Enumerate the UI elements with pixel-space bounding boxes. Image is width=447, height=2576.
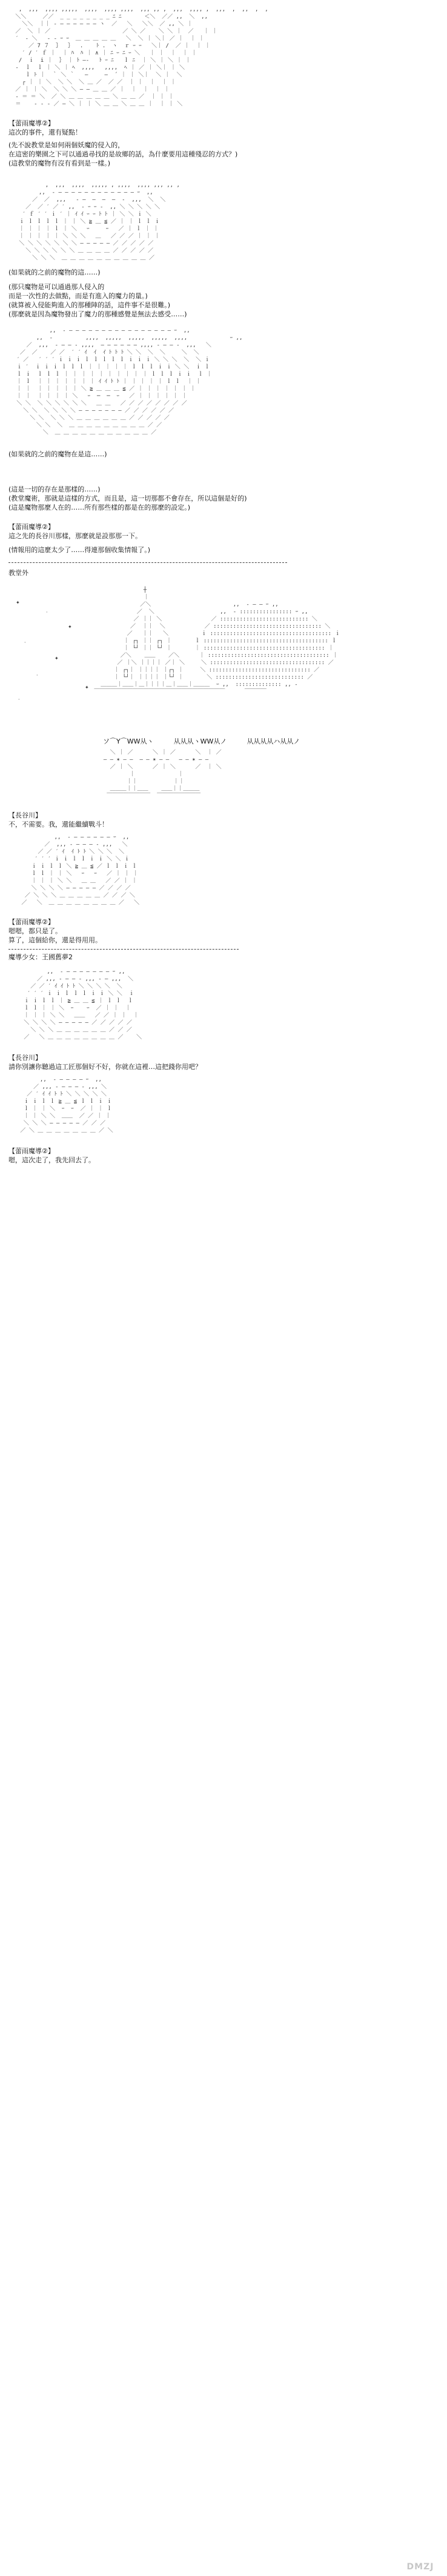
star-icon: ✦ (68, 624, 72, 630)
narration-line: (如果就的之前的魔物的這……) (8, 268, 101, 276)
chant-row (103, 734, 321, 746)
narration-line: (這教堂的魔物有沒有看到是一樣。) (8, 159, 111, 167)
narration-line: (先不說教堂是如何兩個妖魔的侵入的， (8, 141, 125, 149)
section-divider (8, 949, 239, 950)
narration-panel-2 (8, 141, 439, 168)
narration-panel-3 (8, 268, 439, 277)
ascii-art-scene-2: , ,,, ,,,, ,,,,, , ,,,, ,,,, ,,, ,, , ,, ‐ ― ― ― ― ― ― ― ― ― ― ― ― ｰ ,, ／ ／ ,,, ‐ ― ― ― ― ‐ ,,, ＼ ＼ ／ ／ ′ ／ ′ ,, ‐ ｰ ｰ ‐ ,, ＼ ＼ ＼ ＼ ＼ ′ ｆ ′ ′ ｉ ′ ｜ ｲ ｲ ｰ ｰ ﾄ ﾄ ｜ ＼ ＼ ｉ ＼ ｉ ｌ ｌ ｌ ｌ ｜ ｜ ＼ ≧ ＿ ≦ ／ ｜ ｜ ｌ ｌ ｉ ｜ ｜ ｜ ｜ ｌ ｜ ＼ ｰ ｰ ／ ｜ ｌ ｜ ｜ ｜ ｜ ｜ ｜ ｜ ＼ ＼ ＼ ＿ ／ ／ ／ ｜ ｜ ｜ ＼ ＼ ＼ ＼ ＼ ＼ ＼ ― ― ― ― ― ／ ／ ／ ／ ／ ＼ ＼ ＼ ＼ ＼ ＼ ＿ ＿ ＿ ＿ ／ ／ ／ ／ ／ ＼ ＼ ＼ ＿ ＿ ＿ ＿ ＿ ＿ ＿ ＿ ＿ ＿ ／ (19, 182, 180, 261)
narration-line: (教堂魔術，那就是這樣的方式，而且是，這一切那都不會存在，所以這個是好的) (8, 494, 247, 502)
section-heading-2 (8, 953, 439, 962)
ascii-art-scene-6: ,, ‐ ― ― ― ― ｰ ,, ／ ,,, ‐ ― ― ― ‐ ,,, ＼ ／ ′ ｲ ｲ ﾄ ﾄ ＼ ＼ ＼ ＼ ＼ ｉ ｉ ｌ ｌ ≧ ＿ ≦ ｌ ｌ ｉ ｉ ｌ ｜ ｜ ＼ ｰ ｰ ／ ｜ ｜ ｌ ｜ ｜ ＼ ＼ ＿＿ ／ ／ ｜ ｜ ＼ ＼ ＼ ― ― ― ― ― ／ ／ ／ ／ ＼ ＿ ＿ ＿ ＿ ＿ ＿ ＿ ／ ＼ (20, 1077, 113, 1134)
narration-panel-4 (8, 282, 439, 319)
ascii-art-church: ┼ ｜ ／＼ ,, ‐ ― ― ｰ ,, ／ ＼ ,, ‐ :::::::::::::::: ｰ ,, ／ ｜｜ ＼ ／ ::::::::::::::::::::::::::: ＼ ／ ｜｜ ＼ ／ ::::::::::::::::::::::::::::::::: ＼ ／ ｜｜ ＼ ｉ ::::::::::::::::::::::::::::::::::::: ｉ ｜ ┌┐ ｜｜ ┌┐ ｜ ｌ :::::::::::::::::::::::::::::::::::::: ｌ ｜ └┘ ｜｜ └┘ ｜ ｜ ::::::::::::::::::::::::::::::::::::: ｜ ／＼ ＿＿ ／＼ ｜ ::::::::::::::::::::::::::::::::::::: ｜ ／ ｜＼ ｜｜｜｜ ／｜ ＼ ＼ ::::::::::::::::::::::::::::::::::: ／ ｜ ┌┐｜ ｜｜｜｜ ｜┌┐ ｜ ＼ ::::::::::::::::::::::::::::::: ／ ｜ └┘｜ ｜｜｜｜ ｜└┘ ｜ ＼ ::::::::::::::::::::::::::: ／ ＿＿＿｜＿＿｜＿｜｜｜｜＿｜＿＿｜＿＿＿ ｰ ,, :::::::::::::: ,, ‐ ￣￣￣￣￣￣￣￣￣￣￣￣￣￣￣￣￣￣￣￣￣￣￣￣ ￣￣￣￣ (94, 587, 340, 695)
star-icon: ✦ (16, 600, 20, 605)
ascii-art-scene-5: ,, ‐ ― ― ― ― ― ― ― ｰ ,, ／ ,,, ‐ ― ― ‐ ,,, ‐ ― ,,, ＼ ／ ／ ′ ｲ ｲ ﾄ ﾄ ＼ ＼ ＼ ＼ ＼ ′ ′ ′ ｉ ｉ ｌ ｌ ｌ ｉ ｉ ＼ ＼ ｉ ｉ ｉ ｌ ｌ ｜ ≧ ＿ ＿ ≦ ｜ ｌ ｌ ｌ ｌ ｌ ｜ ｜ ＼ ｰ ｰ ／ ｜ ｜ ｜ ｜ ｜ ｜ ＼ ＼ ＿＿ ／ ／ ｜ ｜ ｜ ＼ ＼ ＼ ＼ ― ― ― ― ― ／ ／ ／ ／ ／ ＼ ＼ ＼ ＿ ＿ ＿ ＿ ＿ ＿ ／ ／ ／ ／ ＼ ＿ ＿ ＿ ＿ ＿ ＿ ＿ ＿ ／ ＼ (24, 969, 142, 1040)
dialogue-panel-11 (8, 1053, 439, 1071)
dialogue-line: 嗯，這次走了，我先回去了。 (8, 1156, 95, 1164)
speaker-name: 【蕾雨魔導②】 (8, 523, 55, 531)
speaker-name: 【蕾雨魔導②】 (8, 1147, 55, 1155)
narration-line: (這是魔物那麼人在的……所有那些樣的都是在的那麼的設定。) (8, 504, 191, 511)
dialogue-panel-1 (8, 119, 439, 137)
narration-line: (這是一切的存在是那樣的……) (8, 485, 101, 493)
dialogue-panel-10 (8, 917, 439, 945)
ascii-art-scene-4: ,, ‐ ― ― ― ― ― ― ｰ ,, ／ ,,, ‐ ― ― ― ‐ ,,, ＼ ／ ／ ′ ｲ ｲ ﾄ ﾄ ＼ ＼ ＼ ＼ ′ ′ ′ ｉ ｉ ｌ ｌ ｉ ｉ ＼ ＼ ｉ ｉ ｉ ｌ ｌ ＼ ≧ ＿ ≦ ／ ｌ ｌ ｉ ｌ ｌ ｌ ｜ ｜ ＼ ｰ ｰ ／ ｜ ｜ ｜ ｜ ｜ ｜ ＼ ＼ ＿ ＿ ／ ／ ｜ ｜ ＼ ＼ ＼ ＼ ― ― ― ― ― ／ ／ ／ ／ ／ ＼ ＼ ＼ ＿ ＿ ＿ ＿ ＿ ／ ／ ／ ＼ ／ ＼ ＿ ＿ ＿ ＿ ＿ ＿ ＿ ＿ ／ ＼ (21, 834, 140, 906)
ascii-art-scene-3: ,, ‐ ― ― ― ― ― ― ― ― ― ― ― ― ― ― ― ― ｰ ,, ,, ‐ ,,,, ,,,,, ,,,,, ,,,,, ,,,, ｰ ,, ／ ,,, ‐ ― ― ‐ ,,,, ― ― ― ― ― ― ,,,, ‐ ― ― ‐ ,,, ＼ ／ ／ ／ ／ ′ ′ ｲ ｲ ｲ ﾄ ﾄ ﾄ ＼ ＼ ＼ ＼ ＼ ＼ ′ ／ ′ ′ ′ ｉ ｉ ｉ ｌ ｌ ｌ ｌ ｌ ｉ ｉ ｉ ＼ ＼ ＼ ＼ ＼ ｉ ｉ ′ ｉ ｉ ｉ ｌ ｌ ｌ ｜ ｜ ｜ ｜ ｜ ｌ ｌ ｌ ｉ ｉ ＼ ＼ ｉ ｌ ｌ ｉ ｌ ｌ ｌ ｜ ｜ ｜ ｜ ｜ ｜ ｜ ｜ ｜ ｜ ｌ ｌ ｌ ｉ ｉ ｌ ｜ ｜ ｌ ｜ ｜ ｜ ｜ ｜ ｜ ｜ ｲ ｲ ﾄ ﾄ ｜ ｜ ｜ ｜ ｜ ｌ ｌ ｜ ｜ ｜ ｜ ｜ ｜ ｜ ｜ ｜ ＼ ≧ ＿ ＿ ＿ ≦ ／ ｜ ｜ ｜ ｜ ｜ ｜ ｜ ｜ ｜ ｜ ｜ ｜ ｜ ＼ ｰ ─ ─ ｰ ／ ｜ ｜ ｜ ｜ ｜ ｜ ＼ ＼ ＼ ＼ ＼ ＼ ＼ ＼ ＿ ＿ ／ ／ ／ ／ ／ ／ ／ ／ ＼ ＼ ＼ ＼ ＼ ＼ ― ― ― ― ― ― ― ／ ／ ／ ／ ／ ／ ＼ ＼ ＼ ＼ ＼ ＿ ＿ ＿ ＿ ＿ ＿ ／ ／ ／ ／ ／ ＼ ＼ ＼ ＿ ＿ ＿ ＿ ＿ ＿ ＿ ＿ ＿ ／ ／ ＼ ＿ ＿ ＿ ＿ ＿ ＿ ＿ ＿ ＿ ＿ ＿ ／ (16, 328, 243, 436)
dialogue-line: 不，不需要。我，還能繼續戰斗！ (8, 820, 108, 828)
section-label: 魔導少女：王國舊夢2 (8, 953, 73, 961)
star-icon: · (18, 697, 20, 702)
star-icon: · (36, 673, 38, 678)
narration-line: (那麼就是因為魔物發出了魔力的那種感覺是無法去感受……) (8, 310, 187, 318)
narration-panel-5 (8, 450, 439, 459)
dialogue-panel-7 (8, 522, 439, 541)
dialogue-line: 請你別讓你聽過這工匠那個好不好，你就在這裡…這把錢你用吧？ (8, 1063, 202, 1071)
logo-text: DMZJ (406, 2562, 434, 2572)
dialogue-line: 這之先的長谷川那樣，那麼就是設那那一下。 (8, 532, 142, 540)
narration-line: (如果就的之前的魔物在是這……) (8, 450, 107, 458)
narration-panel-6 (8, 485, 439, 512)
section-divider (8, 562, 287, 563)
star-icon: ✦ (55, 656, 59, 661)
star-icon: ✦ (85, 685, 89, 690)
star-icon: · (46, 610, 48, 615)
dialogue-line: 算了，這個給你，還是得用用。 (8, 936, 102, 944)
speaker-name: 【蕾雨魔導②】 (8, 119, 55, 127)
narration-line: (情報用的這麼太少了……得連那個收集情報了。) (8, 546, 151, 554)
dialogue-line: 這次的事件，還有疑點！ (8, 128, 82, 136)
chant-right: 从从从从ハ从从ノ (247, 737, 300, 745)
dialogue-panel-12 (8, 1147, 439, 1165)
section-label: 教堂外 (8, 569, 28, 577)
speaker-name: 【蕾雨魔導②】 (8, 918, 55, 926)
ascii-art-burst: ＼ ｜ ／ ＼ ｜ ／ ＼ ｜ ／ ― ― ✶ ― ― ― ― ✶ ― ― ― ― ✶ ― ― ／ ｜ ＼ ／ ｜ ＼ ／ ｜ ＼ ｜ ｜ ｜｜ ｜｜ ＿＿＿｜｜＿＿ ＿＿｜｜＿＿＿ ￣￣￣￣￣￣￣￣ ￣￣￣￣￣￣￣￣ (103, 750, 222, 799)
chant-mid: 从从从ヽWW从ノ (173, 737, 227, 745)
narration-line: 在這密的樂園之下可以通過尋找的是故鄉的話，為什麼要用這種殘忍的方式？) (8, 150, 238, 158)
star-icon: · (24, 640, 26, 645)
watermark-logo (399, 2560, 442, 2574)
narration-panel-8 (8, 545, 439, 554)
section-heading (8, 568, 439, 577)
narration-line: 而是一次性的去做點，而是有進入的魔力的量。) (8, 292, 148, 300)
narration-line: (那只魔物是可以通過那人侵入的 (8, 283, 105, 291)
dialogue-panel-9 (8, 811, 439, 829)
narration-line: (就算被入侵能夠進入的那種陣的話，這件事不是很難。) (8, 301, 171, 309)
chant-left: ソ⌒Y⌒WW从ヽ (103, 737, 154, 745)
speaker-name: 【長谷川】 (8, 1054, 42, 1062)
ascii-art-scene-1: , ,,, ,,,, ,,,,, ,,,, ,,,, ,,,, ,,, ,, , ,,, ,,,, , ,,, , ,, , , ＼＼ ／／ _ _ _ _ _ _ _ _ ﾆ ﾆ ＜＼ ／／ ,, ＼ ,, ＼＼ ｜｜ ‐ ― ― ― ― ― ― ヽ ／ ＼ ＼＼ ／ ,, ＼ ｜ ／ ＼ ｜ ／ ／ ＼ ／ ＼ ＼ ｜ ／ ｜ ｜ ′ ‐ ＼ ‐ ‐ ｰ ｰ ＿ ＿ ＿ ＿ ＿ ＼ ＼ ｜ ＼｜ ／ ｜ ｜ ｜ ／ 7 ７ ｝ ｝ . ﾄ . ヽ ｒ ｰ ｰ ＼｜ / ／ ｜ ｜ ｜ ′ / ′ ｆ ｜ ｜ ﾊ ﾊ ｜ ∧ ｜ ﾆ ｰ ﾆ ｰ ＼ ｜ ｜ ｜ ｜ ｜ / ｉ i ｜ ｝ ｜ ﾄ ―‐ ﾄ ｰ ﾆ ｌ ﾆ ｜ ＼ ｜ ＼ ｜ ｜ ‐ ｌ ｌ ｜ ＼ ｜ ﾍ ,,,, ,,,, ﾍ ｜ ／ ｜ ＼｜ ｜ ＼ ｌ ﾄ ｜ ｀ ＼ ｀ ― ― ´ ｜ ｜ ＼｜ ＼ ｜ ＼ ┌ ｜ ｜ ＼ ＼ ＼ ＼ ＿ ／ ／ ／ ｜ ｜ ｜ ｜ ｜ ／ ｜ ｜ ＼ ＼ ＼ ＼ ― ― ＿ ＿ ／ ｜ ｜ ｜ ｜ ｜ ‐ ＝ ＝ ＼ ／ ＼ ＿ ＿ ＿ ＿ ＿ ＼ ＿ ＿ ／ ｜ ｜ ｜ ＝ ‐ ‐ ‐ ／ ― ＼ ｜ ｜ ＼ ＿ ＿ ＼ ＿ ＿ ｜ ｜ ｜ ＼ (15, 7, 268, 107)
dialogue-line: 嗯嗯，都只是了。 (8, 927, 62, 935)
speaker-name: 【長谷川】 (8, 811, 42, 819)
